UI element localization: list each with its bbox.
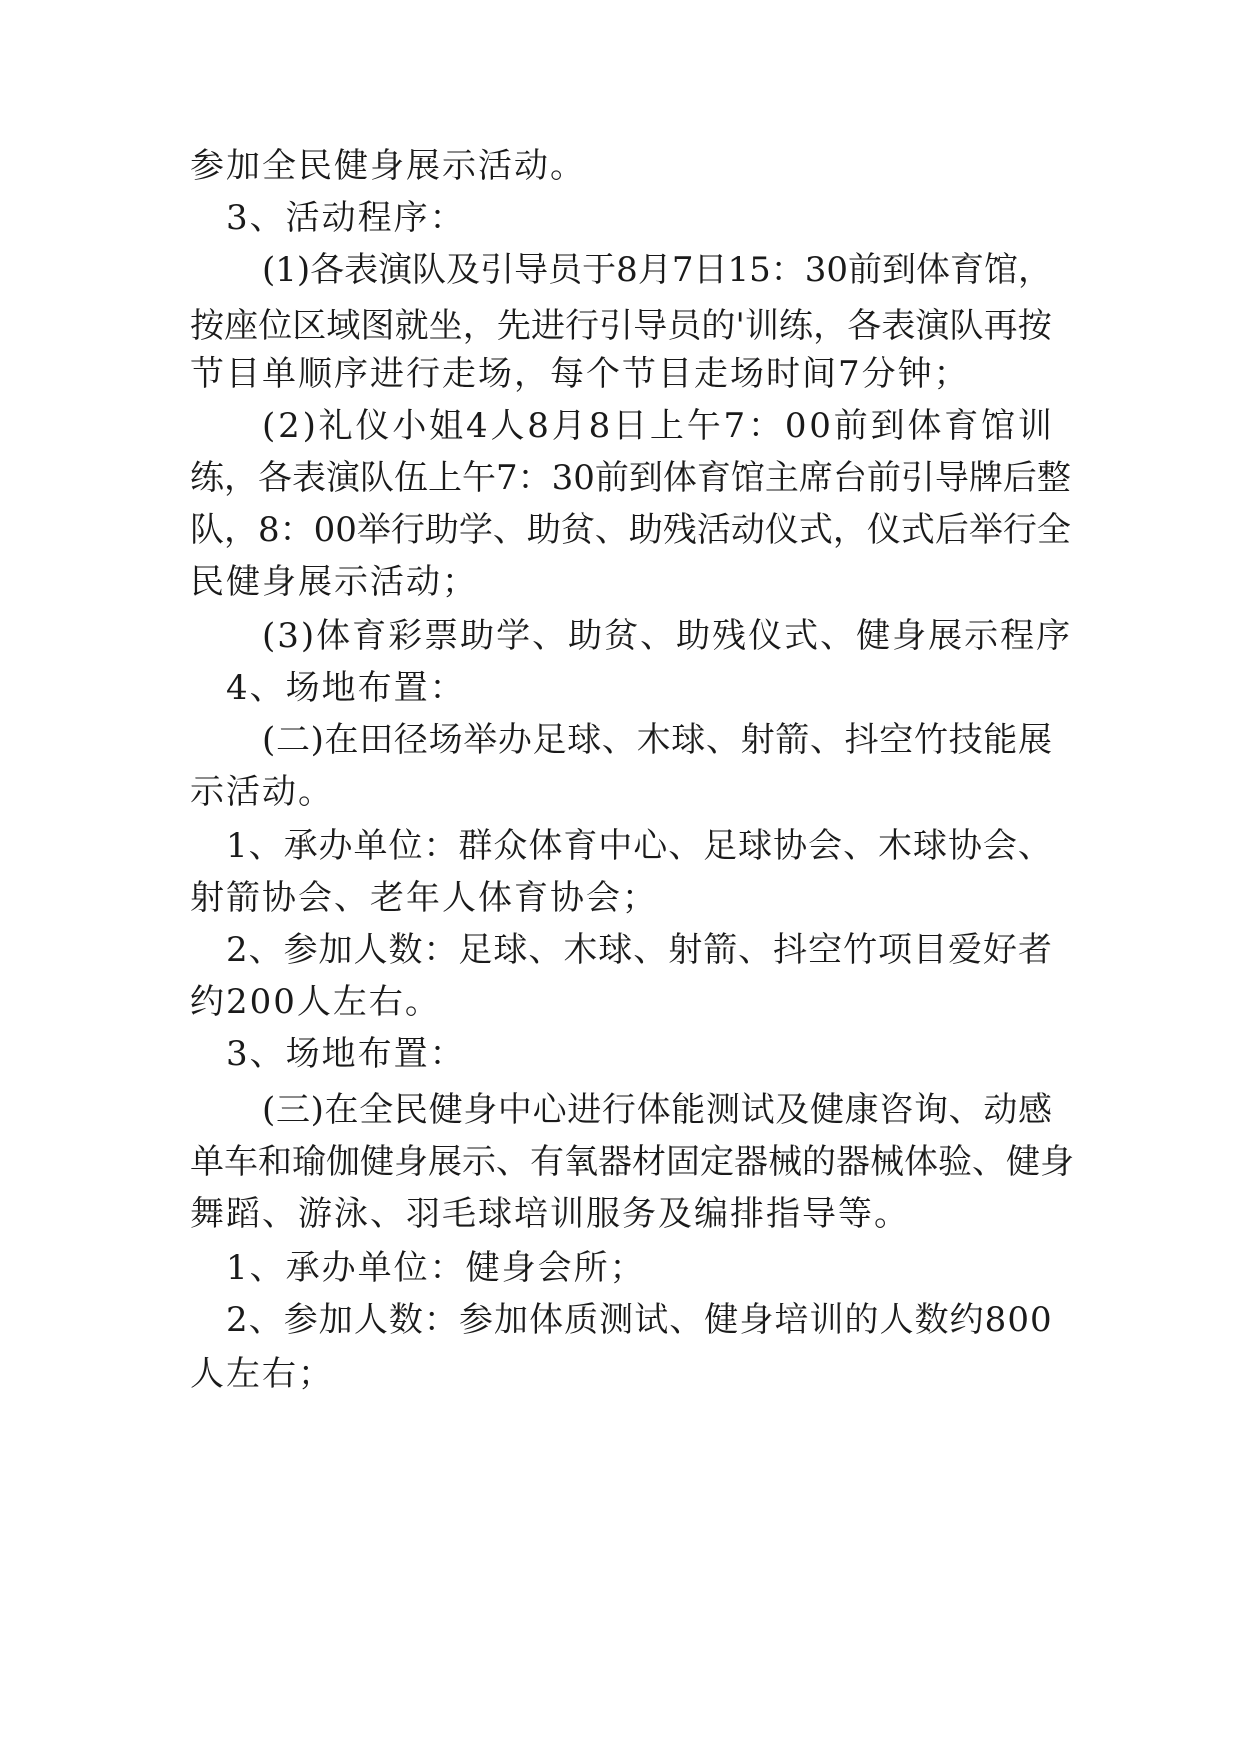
paragraph-line: 人左右； [190,1354,334,1394]
section-heading: 4、场地布置： [226,668,466,708]
paragraph-line: 单 车 和 瑜 伽 健 身 展 示 、 有 氧 器 材 固 定 器 械 的 器 械 体 验 、 健 身 [190,1142,1074,1182]
paragraph-line: ( 二 ) 在 田 径 场 举 办 足 球 、 木 球 、 射 箭 、 抖 空 竹 技 能 展 [262,720,1052,760]
paragraph-line: 民健身展示活动； [190,562,478,602]
paragraph-line: 参加全民健身展示活动。 [190,146,586,186]
paragraph-line: 2 、 参 加 人 数 ： 参 加 体 质 测 试 、 健 身 培 训 的 人 数 约 8 0 0 [226,1300,1052,1340]
paragraph-line: ( 三 ) 在 全 民 健 身 中 心 进 行 体 能 测 试 及 健 康 咨 询 、 动 感 [262,1090,1052,1130]
paragraph-line: 示活动。 [190,772,334,812]
paragraph-line: 射箭协会、老年人体育协会； [190,878,658,918]
section-heading: 3、活动程序： [226,198,466,238]
paragraph-line: 按 座 位 区 域 图 就 坐 ， 先 进 行 引 导 员 的 ' 训 练 ， 各 表 演 队 再 按 [190,306,1052,346]
paragraph-line: 舞蹈、游泳、羽毛球培训服务及编排指导等。 [190,1194,910,1234]
paragraph-line: 2 、 参 加 人 数 ： 足 球 、 木 球 、 射 箭 、 抖 空 竹 项 目 爱 好 者 [226,930,1052,970]
paragraph-line: ( 2 ) 礼 仪 小 姐 4 人 8 月 8 日 上 午 7 ： 0 0 前 到 体 育 馆 训 [262,406,1052,446]
paragraph-line: 练 ， 各 表 演 队 伍 上 午 7 ： 3 0 前 到 体 育 馆 主 席 台 前 引 导 牌 后 整 [190,458,1071,498]
section-heading: 3、场地布置： [226,1034,466,1074]
paragraph-line: 节目单顺序进行走场，每个节目走场时间7分钟； [190,354,970,394]
paragraph-line: (3)体育彩票助学、助贫、助残仪式、健身展示程序 [262,616,1073,656]
paragraph-line: 1 、 承 办 单 位 ： 群 众 体 育 中 心 、 足 球 协 会 、 木 球 协 会 、 [226,826,1052,866]
paragraph-line: ( 1 ) 各 表 演 队 及 引 导 员 于 8 月 7 日 1 5 ： 3 0 前 到 体 育 馆 ， [262,250,1053,290]
paragraph-line: 1、承办单位：健身会所； [226,1248,646,1288]
paragraph-line: 队 ， 8 ： 0 0 举 行 助 学 、 助 贫 、 助 残 活 动 仪 式 ， 仪 式 后 举 行 全 [190,510,1071,550]
paragraph-line: 约200人左右。 [190,982,441,1022]
